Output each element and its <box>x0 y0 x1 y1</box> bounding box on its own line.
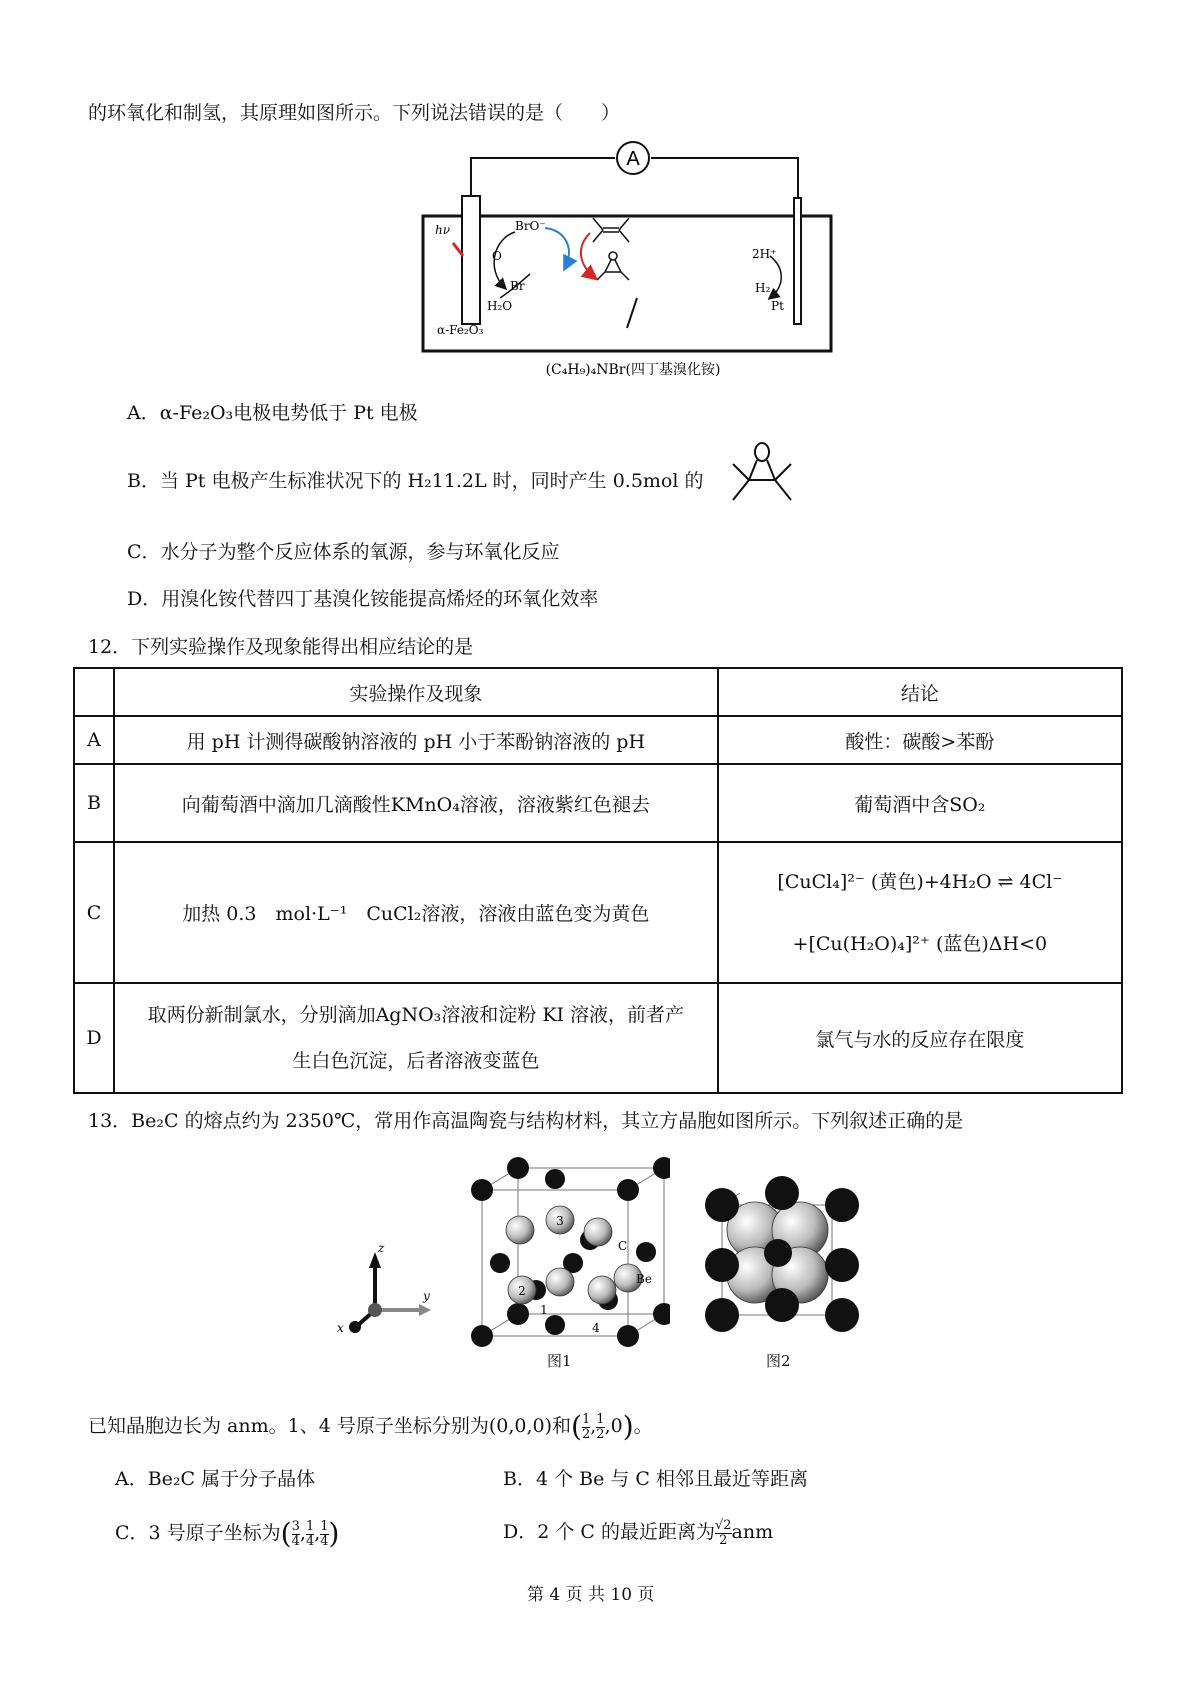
header-conc: 结论 <box>718 668 1122 716</box>
svg-text:Be: Be <box>636 1272 652 1286</box>
q11-option-b: B．当 Pt 电极产生标准状况下的 H₂11.2L 时，同时产生 0.5mol 的 <box>127 470 704 492</box>
svg-text:Br: Br <box>510 279 525 293</box>
ammeter-label: A <box>626 148 640 170</box>
table-row: C 加热 0.3 mol·L⁻¹ CuCl₂溶液，溶液由蓝色变为黄色 [CuCl₄]²⁻ (黄色)+4H₂O ⇌ 4Cl⁻ +[Cu(H₂O)₄]²⁺ (蓝色)ΔH<0 <box>74 842 1122 983</box>
svg-text:O: O <box>492 249 502 263</box>
svg-text:α-Fe₂O₃: α-Fe₂O₃ <box>437 323 484 337</box>
pt-electrode <box>794 198 801 324</box>
electrolysis-diagram <box>415 138 835 390</box>
q11-intro: 的环氧化和制氢，其原理如图所示。下列说法错误的是（ ） <box>88 102 621 124</box>
fe2o3-electrode <box>462 196 480 324</box>
epoxide-icon <box>727 440 797 510</box>
experiment-table <box>73 667 1123 1094</box>
equilibrium-line-2: +[Cu(H₂O)₄]²⁺ (蓝色)ΔH<0 <box>792 932 1048 955</box>
page-footer: 第 4 页 共 10 页 <box>527 1585 655 1605</box>
svg-text:2H⁺: 2H⁺ <box>752 247 777 261</box>
q13-option-d: D．2 个 C 的最近距离为 $\frac{√2}{2}$ anm <box>503 1517 774 1548</box>
svg-text:H₂: H₂ <box>755 281 771 295</box>
svg-text:H₂O: H₂O <box>487 299 513 313</box>
q11-option-d: D．用溴化铵代替四丁基溴化铵能提高烯烃的环氧化效率 <box>127 588 599 610</box>
svg-text:4: 4 <box>592 1321 600 1335</box>
svg-text:y: y <box>423 1289 430 1303</box>
q13-option-b: B．4 个 Be 与 C 相邻且最近等距离 <box>503 1468 808 1490</box>
figure-1-caption: 图1 <box>547 1352 572 1370</box>
q12-stem: 12．下列实验操作及现象能得出相应结论的是 <box>88 636 474 658</box>
q13-stem: 13．Be₂C 的熔点约为 2350℃，常用作高温陶瓷与结构材料，其立方晶胞如图所示。下列叙述正确的是 <box>88 1110 964 1132</box>
svg-text:3: 3 <box>556 1214 564 1228</box>
table-row: B 向葡萄酒中滴加几滴酸性KMnO₄溶液，溶液紫红色褪去 葡萄酒中含SO₂ <box>74 764 1122 842</box>
svg-text:2: 2 <box>518 1284 526 1298</box>
q13-option-a: A．Be₂C 属于分子晶体 <box>115 1468 316 1490</box>
figure-2-caption: 图2 <box>766 1352 791 1370</box>
q11-option-a: A．α-Fe₂O₃电极电势低于 Pt 电极 <box>127 402 418 424</box>
epoxide-structure <box>597 252 629 280</box>
alkene-structure <box>593 218 629 242</box>
svg-text:Pt: Pt <box>771 299 784 313</box>
svg-text:BrO⁻: BrO⁻ <box>515 219 546 233</box>
coordinate-axes <box>335 1240 435 1340</box>
svg-text:hν: hν <box>435 223 451 237</box>
crystal-cell-figure-1 <box>460 1150 670 1375</box>
electrolyte-label: (C₄H₉)₄NBr(四丁基溴化铵) <box>545 362 721 378</box>
q13-given: 已知晶胞边长为 anm。1、4 号原子坐标分别为(0,0,0)和( $\frac{1}{2}$ , $\frac{1}{2}$ ,0)。 <box>88 1410 653 1443</box>
svg-text:z: z <box>378 1241 385 1255</box>
table-row: D 取两份新制氯水，分别滴加AgNO₃溶液和淀粉 KI 溶液，前者产 生白色沉淀，后者溶液变蓝色 氯气与水的反应存在限度 <box>74 983 1122 1093</box>
table-row: A 用 pH 计测得碳酸钠溶液的 pH 小于苯酚钠溶液的 pH 酸性：碳酸>苯酚 <box>74 716 1122 764</box>
table-header-row <box>74 668 1122 716</box>
crystal-cell-figure-2 <box>700 1175 860 1335</box>
header-op: 实验操作及现象 <box>114 668 718 716</box>
equilibrium-line-1: [CuCl₄]²⁻ (黄色)+4H₂O ⇌ 4Cl⁻ <box>777 870 1063 893</box>
q11-option-c: C．水分子为整个反应体系的氧源，参与环氧化反应 <box>127 541 560 563</box>
svg-text:1: 1 <box>540 1303 548 1317</box>
q13-option-c: C．3 号原子坐标为( $\frac{3}{4}$ , $\frac{1}{4}$ , $\frac{1}{4}$ ) <box>115 1517 340 1550</box>
svg-text:x: x <box>337 1321 344 1335</box>
svg-text:C: C <box>618 1239 628 1253</box>
